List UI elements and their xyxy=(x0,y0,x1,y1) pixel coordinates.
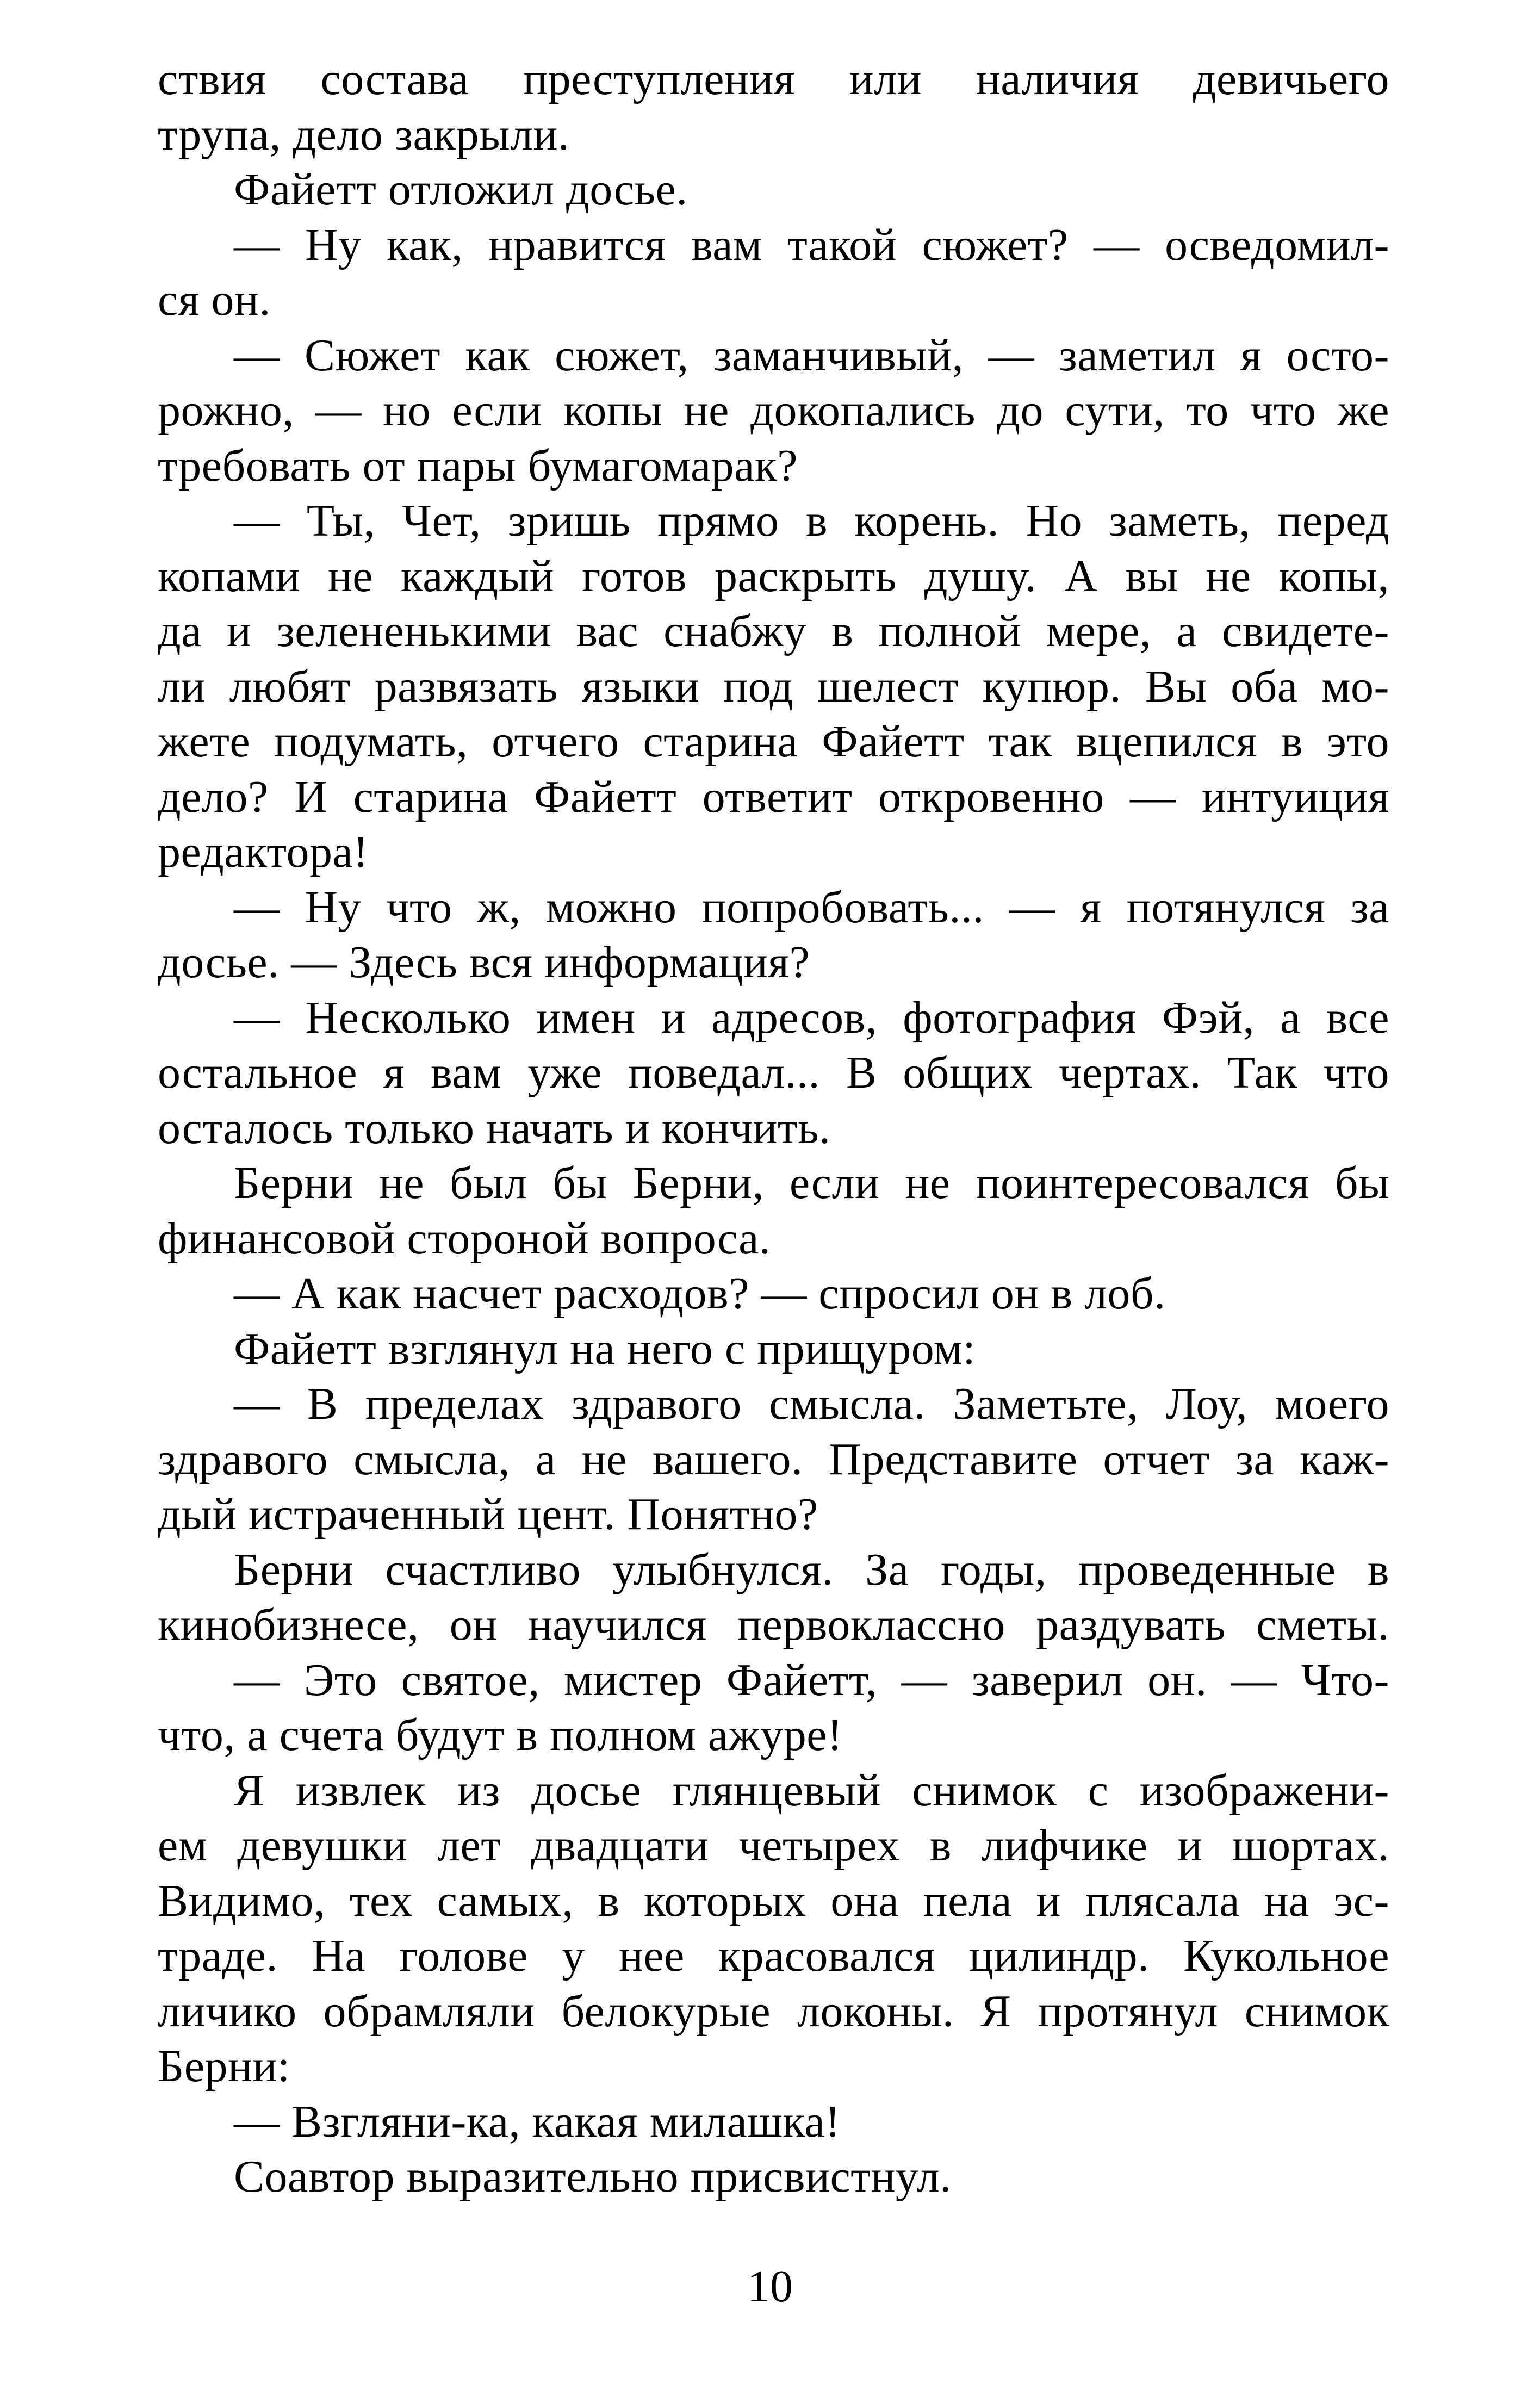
text-line: копами не каждый готов раскрыть душу. А вы не копы, xyxy=(158,550,1389,601)
body-text xyxy=(158,52,1389,2205)
text-line: редактора! xyxy=(158,827,369,877)
text-line: Берни не был бы Берни, если не поинтересовался бы xyxy=(234,1158,1389,1208)
text-line: остальное я вам уже поведал... В общих чертах. Так что xyxy=(158,1047,1389,1098)
text-line: здравого смысла, а не вашего. Представите отчет за каж- xyxy=(158,1433,1389,1485)
text-line: жете подумать, отчего старина Файетт так вцепился в это xyxy=(158,716,1389,767)
text-line: — Ну как, нравится вам такой сюжет? — осведомил- xyxy=(234,219,1389,270)
text-line: ем девушки лет двадцати четырех в лифчике и шортах. xyxy=(158,1820,1389,1871)
text-line: — В пределах здравого смысла. Заметьте, Лоу, моего xyxy=(234,1379,1389,1429)
text-line: Файетт взглянул на него с прищуром: xyxy=(234,1323,976,1374)
text-line: рожно, — но если копы не докопались до сути, то что же xyxy=(158,385,1389,436)
text-line: ствия состава преступления или наличия девичьего xyxy=(158,54,1389,104)
text-line: кинобизнесе, он научился первоклассно раздувать сметы. xyxy=(158,1599,1389,1650)
text-line: Файетт отложил досье. xyxy=(234,164,688,215)
text-line: — Это святое, мистер Файетт, — заверил он. — Что- xyxy=(234,1654,1389,1705)
text-line: — Сюжет как сюжет, заманчивый, — заметил я осто- xyxy=(234,330,1389,381)
text-line: Берни: xyxy=(158,2041,290,2092)
text-line: траде. На голове у нее красовался цилиндр. Кукольное xyxy=(158,1931,1389,1981)
text-line: что, а счета будут в полном ажуре! xyxy=(158,1710,843,1760)
text-line: досье. — Здесь вся информация? xyxy=(158,937,810,988)
text-line: Соавтор выразительно присвистнул. xyxy=(234,2151,952,2202)
text-line: — Ну что ж, можно попробовать... — я потянулся за xyxy=(234,882,1389,933)
text-line: требовать от пары бумагомарак? xyxy=(158,440,798,491)
text-line: трупа, дело закрыли. xyxy=(158,109,570,160)
text-line: — Ты, Чет, зришь прямо в корень. Но заметь, перед xyxy=(234,495,1389,546)
text-line: Видимо, тех самых, в которых она пела и плясала на эс- xyxy=(158,1875,1389,1926)
text-line: ли любят развязать языки под шелест купюр. Вы оба мо- xyxy=(158,661,1389,712)
text-line: — Взгляни-ка, какая милашка! xyxy=(234,2096,841,2147)
text-line: финансовой стороной вопроса. xyxy=(158,1213,771,1264)
text-line: личико обрамляли белокурые локоны. Я протянул снимок xyxy=(158,1985,1389,2037)
page-number: 10 xyxy=(747,2261,793,2312)
text-line: дело? И старина Файетт ответит откровенно — интуиция xyxy=(158,771,1389,822)
text-line: ся он. xyxy=(158,275,271,325)
text-line: да и зелененькими вас снабжу в полной мере, а свидете- xyxy=(158,606,1389,656)
text-line: Берни счастливо улыбнулся. За годы, проведенные в xyxy=(234,1544,1389,1595)
text-line: осталось только начать и кончить. xyxy=(158,1102,831,1153)
text-line: — Несколько имен и адресов, фотография Фэй, а все xyxy=(234,992,1389,1043)
text-line: — А как насчет расходов? — спросил он в лоб. xyxy=(234,1268,1166,1319)
text-line: дый истраченный цент. Понятно? xyxy=(158,1489,818,1540)
text-line: Я извлек из досье глянцевый снимок с изображени- xyxy=(234,1765,1389,1816)
